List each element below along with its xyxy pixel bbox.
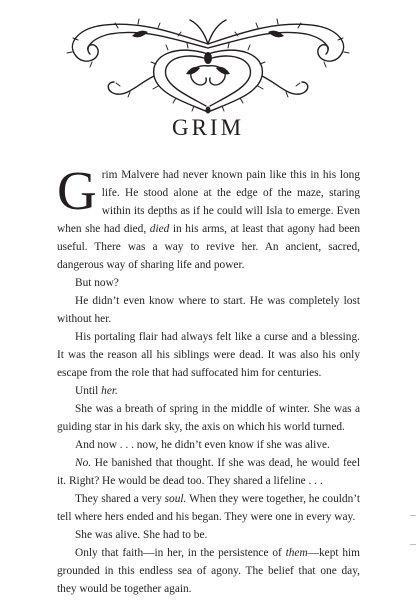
paragraph: But now?: [75, 277, 119, 289]
page-edge-mark: [410, 544, 416, 545]
paragraph: Grim Malvere had never known pain like this in his long life. He stood alone at the edge of the maze, staring within its depths as if he could will Isla to emerge. Even when she had died, died in his arms, at least that agony had been useful. There was a way to revive her. An ancient, sacred, dangerous way of sharing life and power.: [57, 160, 361, 271]
thorn-vine-ornament-icon: [58, 14, 358, 114]
paragraph: He didn’t even know where to start. He was completely lost without her.: [57, 295, 360, 325]
paragraph: No. He banished that thought. If she was dead, he would feel it. Right? He would be dead too. They shared a lifeline . . .: [57, 457, 360, 487]
chapter-body: [57, 160, 361, 598]
drop-cap: G: [57, 160, 97, 221]
paragraph: His portaling flair had always felt like a curse and a blessing. It was the reason all his siblings were dead. It was also his only escape from the role that had suffocated him for centuries.: [57, 331, 360, 379]
chapter-title: GRIM: [171, 115, 245, 140]
paragraph: She was a breath of spring in the middle of winter. She was a guiding star in his dark sky, the axis on which his world turned.: [57, 403, 360, 433]
paragraph: She was alive. She had to be.: [75, 529, 208, 541]
paragraph: Until her.: [75, 385, 118, 397]
paragraph: They shared a very soul. When they were together, he couldn’t tell where hers ended and his began. They were one in every way.: [57, 493, 360, 523]
page-edge-mark: [410, 515, 416, 516]
paragraph: And now . . . now, he didn’t even know if she was alive.: [75, 439, 330, 451]
paragraph: Only that faith—in her, in the persistence of them—kept him grounded in this endless sea of agony. The belief that one day, they would be together again.: [57, 547, 360, 595]
